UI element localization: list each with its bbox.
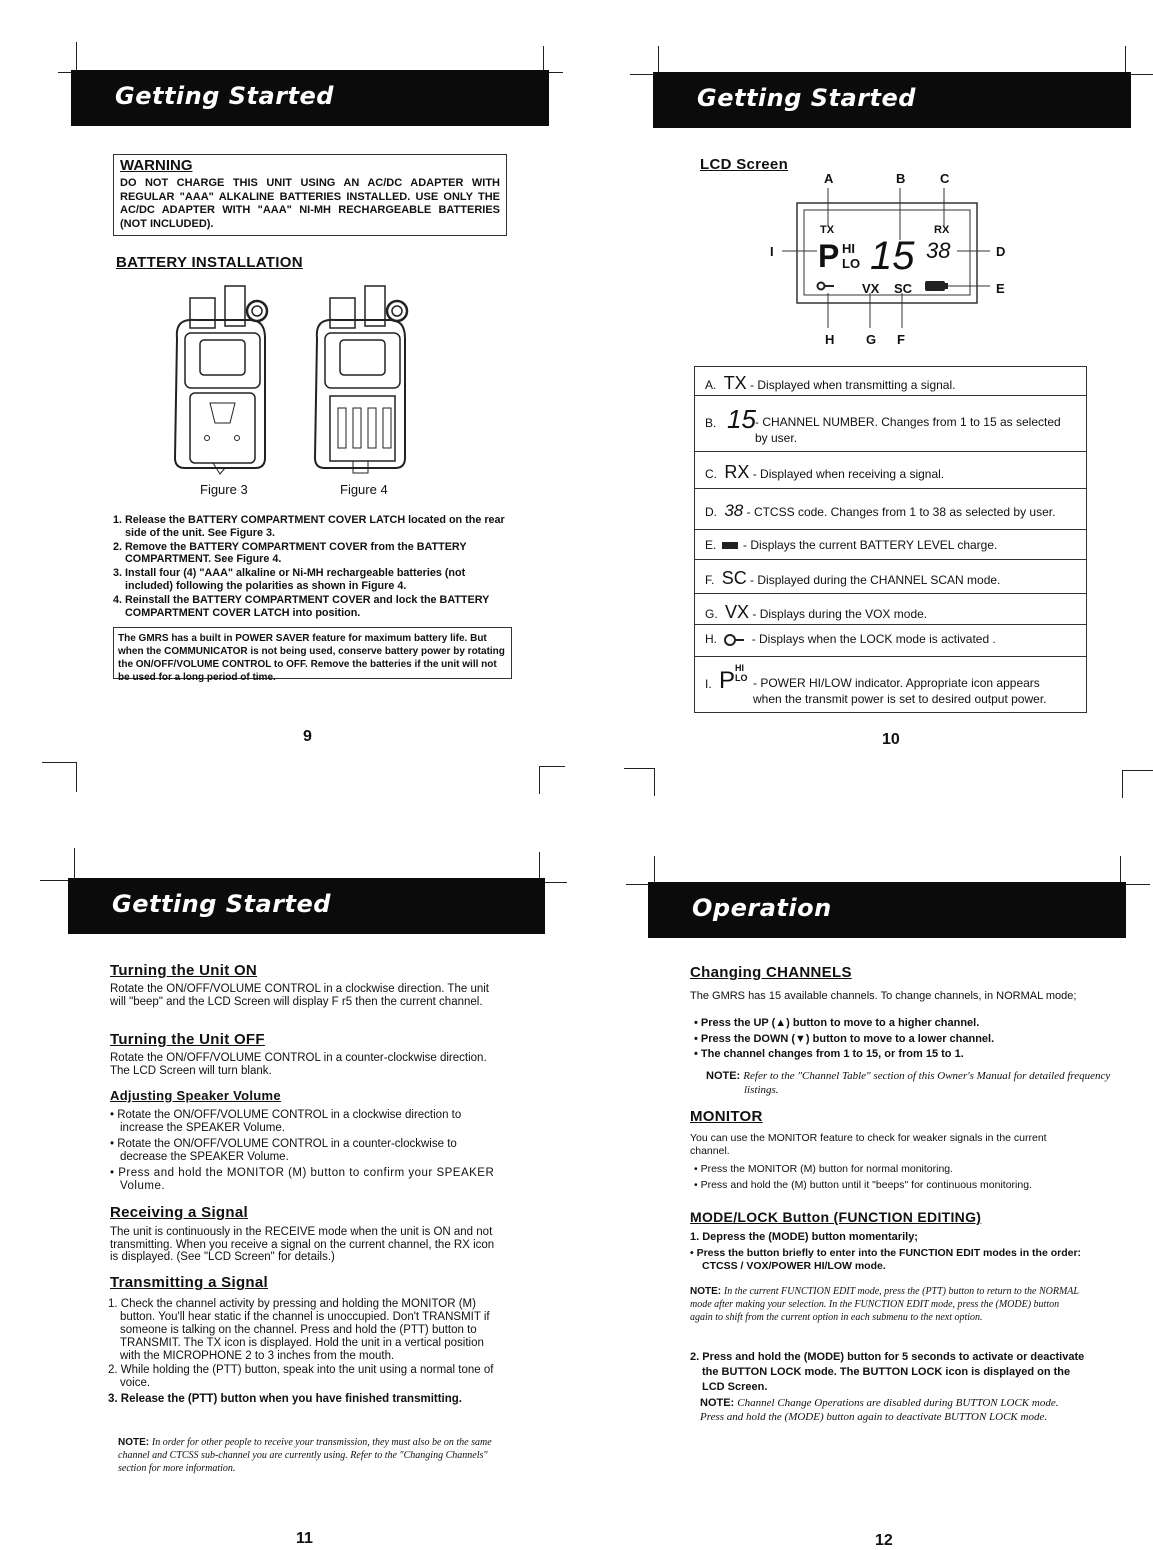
page-number: 9 (303, 728, 312, 745)
header-bar (71, 70, 549, 126)
mode-step-1: 1. Depress the (MODE) button momentarily; (690, 1231, 918, 1243)
note-text: In order for other people to receive your transmission, they must also be on the same channel and CTCSS sub-channel you are currently using. Refer to the "Changing Channels" section for more information. (118, 1437, 492, 1474)
lcd-sc: SC (894, 281, 913, 296)
battery-step-3: 3. Install four (4) "AAA" alkaline or Ni-MH rechargeable batteries (not included) following the polarities as shown in Figure 4. (113, 567, 466, 592)
battery-step-2: 2. Remove the BATTERY COMPARTMENT COVER from the BATTERY COMPARTMENT. See Figure 4. (113, 540, 467, 566)
legend-row-h: H. - Displays when the LOCK mode is activated . (695, 625, 1086, 657)
mode-step-2: 2. Press and hold the (MODE) button for 5 seconds to activate or deactivate the BUTTON LOCK mode. The BUTTON LOCK icon is displayed on the LCD Screen. (690, 1351, 1085, 1393)
callout-b: B (896, 171, 906, 186)
channels-note (706, 1069, 1124, 1097)
page-title: Getting Started (697, 84, 916, 112)
monitor-title: MONITOR (690, 1108, 763, 1125)
header-bar (648, 882, 1126, 938)
channels-text: The GMRS has 15 available channels. To change channels, in NORMAL mode; (690, 990, 1077, 1002)
lcd-code: 38 (926, 238, 951, 263)
power-saver-note (113, 627, 512, 683)
volume-item: • Press and hold the MONITOR (M) button to confirm your SPEAKER Volume. (110, 1167, 495, 1192)
transmit-step-2: 2. While holding the (PTT) button, speak into the unit using a normal tone of voice. (108, 1364, 494, 1389)
lcd-vx: VX (862, 281, 880, 296)
figure-3-caption: Figure 3 (200, 482, 248, 497)
warning-box (113, 154, 507, 236)
legend-row-g: G. VX - Displays during the VOX mode. (695, 594, 1086, 625)
transmit-note (118, 1436, 502, 1475)
legend-row-a: A. TX - Displayed when transmitting a signal. (695, 367, 1086, 396)
channel-down-item: • Press the DOWN (▼) button to move to a lower channel. (694, 1032, 995, 1045)
monitor-text: You can use the MONITOR feature to check for weaker signals in the current channel. (690, 1132, 1047, 1157)
page-title: Getting Started (115, 82, 334, 110)
monitor-item: • Press and hold the (M) button until it "beeps" for continuous monitoring. (694, 1178, 1032, 1191)
callout-i: I (770, 244, 774, 259)
lcd-channel: 15 (870, 234, 915, 278)
volume-item: • Rotate the ON/OFF/VOLUME CONTROL in a counter-clockwise to decrease the SPEAKER Volume. (110, 1138, 457, 1163)
battery-step-4: 4. Reinstall the BATTERY COMPARTMENT COVER and lock the BATTERY COMPARTMENT COVER LATCH into position. (113, 593, 490, 619)
page-number: 10 (882, 731, 900, 748)
lock-icon (724, 634, 736, 646)
note-text: In the current FUNCTION EDIT mode, press the (PTT) button to return to the NORMAL mode after making your selection. In the FUNCTION EDIT mode, press the (MODE) button again to shift from the current option in each submenu to the next option. (690, 1286, 1079, 1323)
mode-note (690, 1285, 1082, 1324)
lcd-title: LCD Screen (700, 156, 789, 173)
figure-4-caption: Figure 4 (340, 482, 388, 497)
battery-title: BATTERY INSTALLATION (116, 254, 303, 271)
lcd-legend-table (694, 366, 1087, 713)
transmitting-title: Transmitting a Signal (110, 1274, 268, 1291)
page-title: Getting Started (112, 890, 331, 918)
channels-list (694, 1016, 1084, 1063)
legend-row-f: F. SC - Displayed during the CHANNEL SCAN mode. (695, 560, 1086, 594)
callout-c: C (940, 171, 950, 186)
channels-title: Changing CHANNELS (690, 964, 852, 981)
battery-step-1: 1. Release the BATTERY COMPARTMENT COVER LATCH located on the rear side of the unit. See Figure 3. (113, 514, 505, 539)
note-text: Channel Change Operations are disabled during BUTTON LOCK mode. Press and hold the (MODE) button again to deactivate BUTTON LOCK mode. (700, 1397, 1059, 1423)
note-text: Refer to the "Channel Table" section of this Owner's Manual for detailed frequency listings. (743, 1070, 1111, 1096)
legend-row-e: E. - Displays the current BATTERY LEVEL charge. (695, 530, 1086, 560)
battery-steps (113, 514, 508, 619)
monitor-item: • Press the MONITOR (M) button for normal monitoring. (694, 1163, 954, 1175)
lcd-tx: TX (820, 224, 835, 236)
legend-row-c: C. RX - Displayed when receiving a signal. (695, 452, 1086, 489)
page-number: 11 (296, 1530, 313, 1547)
lcd-hi: HI (842, 241, 855, 256)
channel-range-item: • The channel changes from 1 to 15, or from 15 to 1. (694, 1048, 964, 1060)
lock-key-icon (736, 639, 744, 641)
note-label: NOTE: (700, 1397, 735, 1409)
mode-lock-title: MODE/LOCK Button (FUNCTION EDITING) (690, 1209, 982, 1225)
warning-text: DO NOT CHARGE THIS UNIT USING AN AC/DC ADAPTER WITH REGULAR "AAA" ALKALINE BATTERIES INSTALLED. USE ONLY THE AC/DC ADAPTER WITH "AAA" NI-MH RECHARGEABLE BATTERIES (NOT INCLUDED). (120, 177, 500, 230)
note-label: NOTE: (690, 1286, 722, 1297)
lcd-p: P (818, 238, 840, 274)
volume-list (110, 1109, 504, 1193)
mode-list (690, 1231, 1085, 1273)
warning-title: WARNING (120, 157, 193, 174)
legend-row-b: B. 15 - CHANNEL NUMBER. Changes from 1 to 15 as selected by user. (695, 396, 1086, 452)
monitor-list (694, 1162, 1084, 1193)
turn-on-title: Turning the Unit ON (110, 962, 258, 979)
callout-a: A (824, 171, 834, 186)
volume-item: • Rotate the ON/OFF/VOLUME CONTROL in a clockwise direction to increase the SPEAKER Volume. (110, 1109, 462, 1134)
note-label: NOTE: (118, 1437, 150, 1448)
turn-off-text: Rotate the ON/OFF/VOLUME CONTROL in a counter-clockwise direction. The LCD Screen will turn blank. (110, 1052, 487, 1077)
turn-on-text: Rotate the ON/OFF/VOLUME CONTROL in a clockwise direction. The unit will "beep" and the LCD Screen will display F r5 then the current channel. (110, 983, 489, 1008)
volume-title: Adjusting Speaker Volume (110, 1088, 281, 1103)
callout-d: D (996, 244, 1006, 259)
lock-note (700, 1396, 1082, 1424)
header-bar (653, 72, 1131, 128)
receiving-text: The unit is continuously in the RECEIVE mode when the unit is ON and not transmitting. When you receive a signal on the current channel, the RX icon is displayed. (See "LCD Screen" for details.) (110, 1226, 495, 1263)
transmitting-list (108, 1298, 502, 1406)
transmit-step-1: 1. Check the channel activity by pressing and holding the MONITOR (M) button. You'll hear static if the channel is unoccupied. Don't TRANSMIT if someone is talking on the channel. Press and hold the (PTT) button to TRANSMIT. The TX icon is displayed. Hold the unit in a vertical position with the MICROPHONE 2 to 3 inches from the mouth. (108, 1298, 490, 1362)
receiving-title: Receiving a Signal (110, 1204, 248, 1221)
channel-up-item: • Press the UP (▲) button to move to a higher channel. (694, 1017, 980, 1029)
legend-row-d: D. 38 - CTCSS code. Changes from 1 to 38 as selected by user. (695, 489, 1086, 530)
transmit-step-3: 3. Release the (PTT) button when you have finished transmitting. (108, 1393, 462, 1405)
page-number: 12 (875, 1532, 893, 1549)
legend-row-i: I. P HI LO - POWER HI/LOW indicator. Appropriate icon appears when the transmit power is set to desired output power. (705, 663, 1047, 706)
mode-bullet: • Press the button briefly to enter into the FUNCTION EDIT modes in the order: CTCSS / VOX/POWER HI/LOW mode. (690, 1247, 1082, 1272)
lcd-rx: RX (934, 224, 950, 236)
callout-f: F (897, 332, 905, 347)
note-label: NOTE: (706, 1070, 741, 1082)
callout-e: E (996, 281, 1005, 296)
turn-off-title: Turning the Unit OFF (110, 1031, 265, 1048)
battery-level-icon (722, 542, 738, 549)
page-title: Operation (692, 894, 832, 922)
callout-h: H (825, 332, 835, 347)
power-saver-text: The GMRS has a built in POWER SAVER feature for maximum battery life. But when the COMMUNICATOR is not being used, conserve battery power by rotating the ON/OFF/VOLUME CONTROL to OFF. Remove the batteries if the unit will not be used for a long period of time. (118, 633, 505, 683)
figure-4-illustration (305, 278, 420, 478)
callout-g: G (866, 332, 877, 347)
lcd-lo: LO (842, 256, 861, 271)
figure-3-illustration (165, 278, 280, 478)
header-bar (68, 878, 545, 934)
